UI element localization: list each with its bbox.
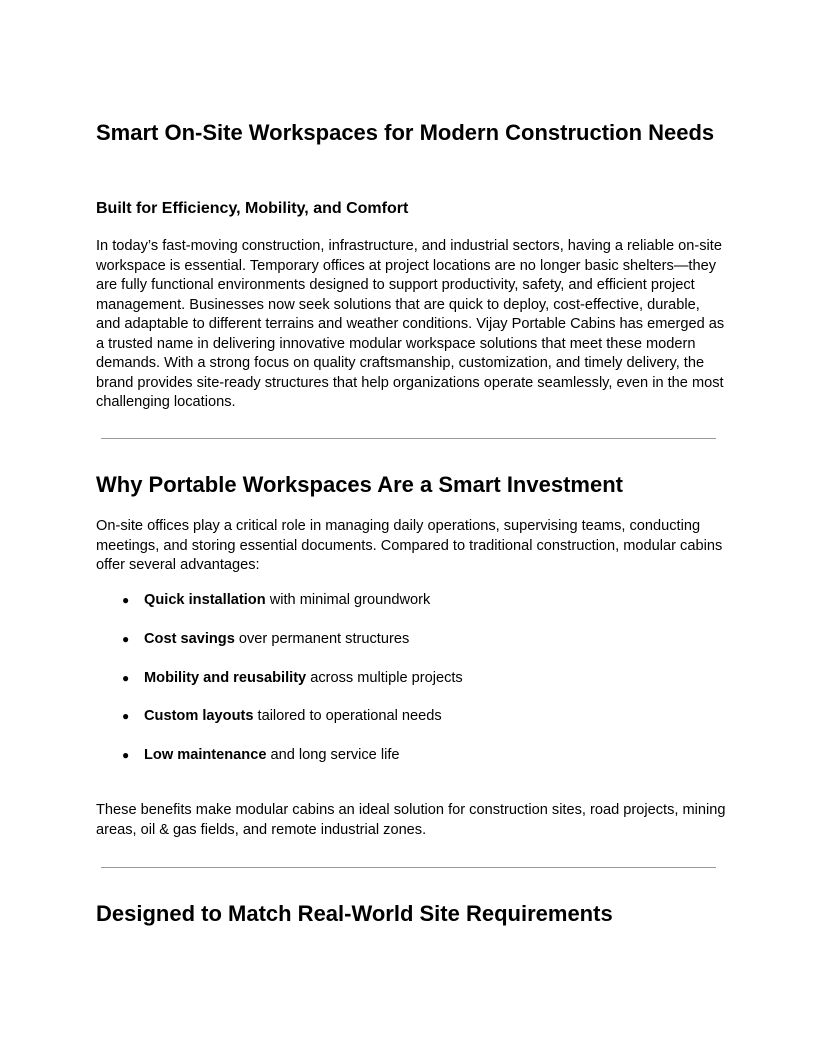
list-item-strong: Quick installation [144,592,266,608]
horizontal-divider [101,438,716,439]
list-item-text: tailored to operational needs [253,708,442,725]
list-item-text: and long service life [266,747,400,764]
bullet-icon: ● [122,593,130,607]
section-paragraph: On-site offices play a critical role in managing daily operations, supervising teams, conducting meetings, and storing essential documents. Compared to traditional construction, modular cabins offer several advantages: [96,518,723,573]
bullet-icon: ● [122,631,130,646]
list-item [96,629,463,668]
list-item [96,706,463,745]
list-item-strong: Custom layouts [144,708,254,725]
advantages-list [96,590,463,784]
intro-paragraph: In today’s fast-moving construction, infrastructure, and industrial sectors, having a reliable on-site workspace is essential. Temporary offices at project locations are no longer basic shelters—they are fully functional environments designed to support productivity, safety, and efficient project management. Businesses now seek solutions that are quick to deploy, cost-effective, durable, and adaptable to different terrains and weather conditions. Vijay Portable Cabins has emerged as a trusted name in delivering innovative modular workspace solutions that meet these modern demands. With a strong focus on quality craftsmanship, customization, and timely delivery, the brand provides site-ready structures that help organizations operate seamlessly, even in the most challenging locations. [96,238,725,410]
list-item [96,590,463,629]
list-item [96,668,463,707]
closing-paragraph: These benefits make modular cabins an ideal solution for construction sites, road projects, mining areas, oil & gas fields, and remote industrial zones. [96,802,726,838]
list-item-strong: Mobility and reusability [144,669,307,686]
list-item-strong: Cost savings [144,630,235,647]
list-item-text: with minimal groundwork [265,592,431,608]
document-title: Smart On-Site Workspaces for Modern Construction Needs [96,120,715,145]
list-item-text: over permanent structures [234,630,410,647]
bullet-icon: ● [122,670,130,685]
list-item-text: across multiple projects [306,669,463,686]
bullet-icon: ● [122,748,130,763]
document-subtitle: Built for Efficiency, Mobility, and Comfort [96,200,409,217]
list-item-strong: Low maintenance [144,747,267,764]
bullet-icon: ● [122,709,130,724]
horizontal-divider [101,867,716,868]
section-heading-site-requirements: Designed to Match Real-World Site Requirements [96,901,613,926]
section-heading-why-portable: Why Portable Workspaces Are a Smart Investment [96,472,623,497]
list-item [96,745,463,784]
